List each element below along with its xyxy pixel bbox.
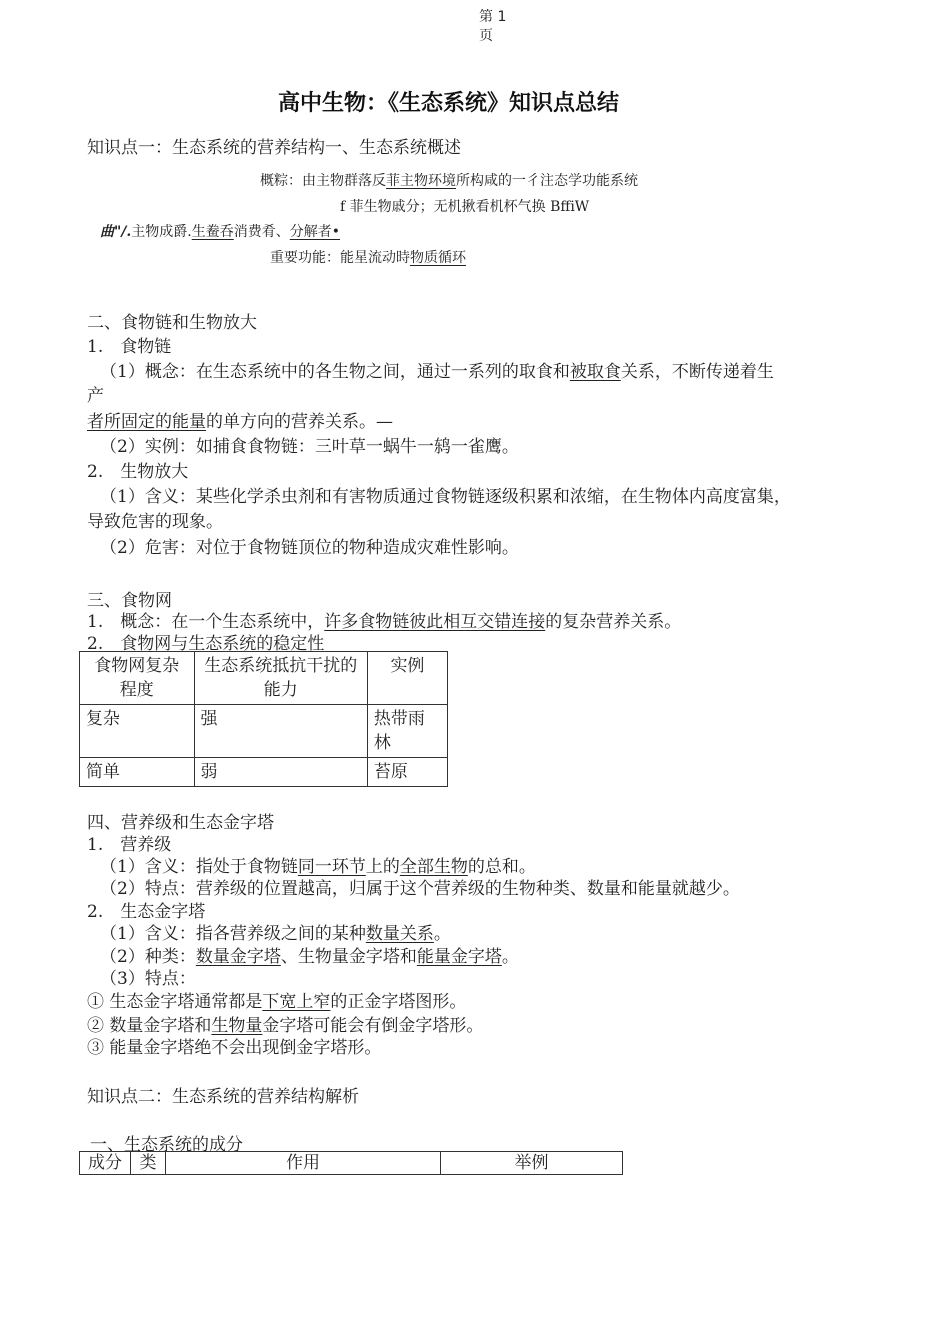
overview-underline: 生鲞呑 bbox=[191, 224, 234, 240]
s2-p1 bbox=[100, 357, 774, 382]
underline-text: 被取食 bbox=[569, 362, 621, 382]
overview-text: 主物成爵. bbox=[131, 224, 192, 240]
overview-mark: 曲"/. bbox=[100, 224, 132, 240]
s4-p2: （2）特点：营养级的位置越高，归属于这个营养级的生物种类、数量和能量就越少。 bbox=[100, 879, 740, 899]
kp1-heading: 知识点一：生态系统的营养结构一、生态系统概述 bbox=[87, 138, 461, 158]
text: ② 数量金字塔和 bbox=[87, 1016, 212, 1036]
s5-heading: 一、生态系统的成分 bbox=[90, 1135, 243, 1155]
overview-text: 所构咸的一彳注态学功能系统 bbox=[456, 173, 638, 189]
text: 的单方向的营养关系。— bbox=[206, 412, 393, 432]
food-web-table bbox=[79, 651, 448, 787]
s2-p3: （1）含义：某些化学杀虫剂和有害物质通过食物链逐级积累和浓缩，在生物体内高度富集， bbox=[100, 487, 791, 507]
table-header-row bbox=[80, 1152, 623, 1175]
text: （2）种类： bbox=[100, 947, 196, 967]
table-header-row bbox=[80, 652, 448, 705]
s2-h1: 1. 食物链 bbox=[87, 337, 172, 357]
overview-text: 消费肴、 bbox=[233, 224, 290, 240]
s2-p1-cont bbox=[87, 407, 393, 432]
s2-heading: 二、食物链和生物放大 bbox=[87, 313, 257, 333]
s2-h2: 2. 生物放大 bbox=[87, 462, 189, 482]
s4-c3: ③ 能量金字塔绝不会出现倒金字塔形。 bbox=[87, 1038, 382, 1058]
table-header-cell: 生态系统抵抗干扰的能力 bbox=[194, 652, 367, 705]
underline-text: 数量关系 bbox=[365, 924, 434, 944]
table-header-cell: 举例 bbox=[441, 1152, 623, 1175]
s4-heading: 四、营养级和生态金字塔 bbox=[87, 813, 274, 833]
page-title: 高中生物：《生态系统》知识点总结 bbox=[278, 91, 620, 116]
overview-line-1 bbox=[260, 170, 638, 190]
text: 。 bbox=[433, 924, 451, 944]
underline-text: 全部生物 bbox=[399, 857, 468, 877]
text: 的总和。 bbox=[467, 857, 536, 877]
table-cell: 简单 bbox=[80, 758, 195, 787]
s2-p1-wrap: 产 bbox=[87, 386, 104, 406]
table-header-cell: 类 bbox=[131, 1152, 166, 1175]
table-header-cell: 作用 bbox=[166, 1152, 441, 1175]
underline-text: 许多食物链彼此相互交错连接 bbox=[324, 612, 546, 632]
text: 关系，不断传递着生 bbox=[620, 362, 774, 382]
underline-text: 同一环节 bbox=[297, 857, 366, 877]
table-row bbox=[80, 758, 448, 787]
text: 。 bbox=[501, 947, 519, 967]
table-header-cell: 食物网复杂程度 bbox=[80, 652, 195, 705]
table-cell: 弱 bbox=[194, 758, 367, 787]
overview-underline: 菲主物环境 bbox=[386, 173, 456, 189]
overview-underline: 物质循环 bbox=[410, 250, 466, 266]
ecosystem-components-table bbox=[79, 1151, 623, 1175]
table-cell: 强 bbox=[194, 705, 367, 758]
s2-p2: （2）实例：如捕食食物链：三叶草一蜗牛一鸫一雀鹰。 bbox=[100, 437, 519, 457]
text: 的复杂营养关系。 bbox=[545, 612, 682, 632]
page-number-line1: 第 1 bbox=[479, 9, 507, 25]
s2-p3-cont: 导致危害的现象。 bbox=[87, 512, 223, 532]
underline-text: 能量金字塔 bbox=[416, 947, 502, 967]
text: 金字塔可能会有倒金字塔形。 bbox=[262, 1016, 484, 1036]
text: 、生物量金字塔和 bbox=[280, 947, 417, 967]
text: 1. 概念：在一个生态系统中， bbox=[87, 612, 325, 632]
underline-text: 数量金字塔 bbox=[195, 947, 281, 967]
overview-line-2: f 菲生物戚分；无机揪看机杯气换 BffiW bbox=[340, 199, 590, 215]
s4-c1 bbox=[87, 987, 466, 1012]
table-cell: 热带雨林 bbox=[367, 705, 447, 758]
overview-line-4 bbox=[270, 247, 466, 267]
page-number-line2: 页 bbox=[479, 28, 493, 44]
table-cell: 复杂 bbox=[80, 705, 195, 758]
s4-p5: （3）特点： bbox=[100, 969, 196, 989]
text: （1）含义：指处于食物链 bbox=[100, 857, 298, 877]
s3-p2: 2. 食物网与生态系统的稳定性 bbox=[87, 634, 325, 654]
kp2-heading: 知识点二：生态系统的营养结构解析 bbox=[87, 1087, 359, 1107]
text: （1）概念：在生态系统中的各生物之间，通过一系列的取食和 bbox=[100, 362, 570, 382]
overview-text: 概粽：由主物群落反 bbox=[260, 173, 386, 189]
s4-p3 bbox=[100, 919, 451, 944]
overview-text: 重要功能：能星流动時 bbox=[270, 250, 410, 266]
s2-p4: （2）危害：对位于食物链顶位的物种造成灾难性影响。 bbox=[100, 538, 519, 558]
underline-text: 下宽上窄 bbox=[262, 992, 331, 1012]
table-row bbox=[80, 705, 448, 758]
s4-h1: 1. 营养级 bbox=[87, 835, 172, 855]
text: 的正金字塔图形。 bbox=[330, 992, 467, 1012]
overview-line-3 bbox=[100, 221, 340, 241]
underline-text: 者所固定的能量 bbox=[87, 412, 206, 432]
table-header-cell: 实例 bbox=[367, 652, 447, 705]
s4-h2: 2. 生态金字塔 bbox=[87, 902, 206, 922]
table-cell: 苔原 bbox=[367, 758, 447, 787]
s3-heading: 三、食物网 bbox=[87, 591, 172, 611]
text: （1）含义：指各营养级之间的某种 bbox=[100, 924, 366, 944]
table-header-cell: 成分 bbox=[80, 1152, 131, 1175]
text: 上的 bbox=[365, 857, 400, 877]
underline-text: 生物量 bbox=[211, 1016, 263, 1036]
overview-underline: 分解者• bbox=[289, 224, 340, 240]
text: ① 生态金字塔通常都是 bbox=[87, 992, 263, 1012]
